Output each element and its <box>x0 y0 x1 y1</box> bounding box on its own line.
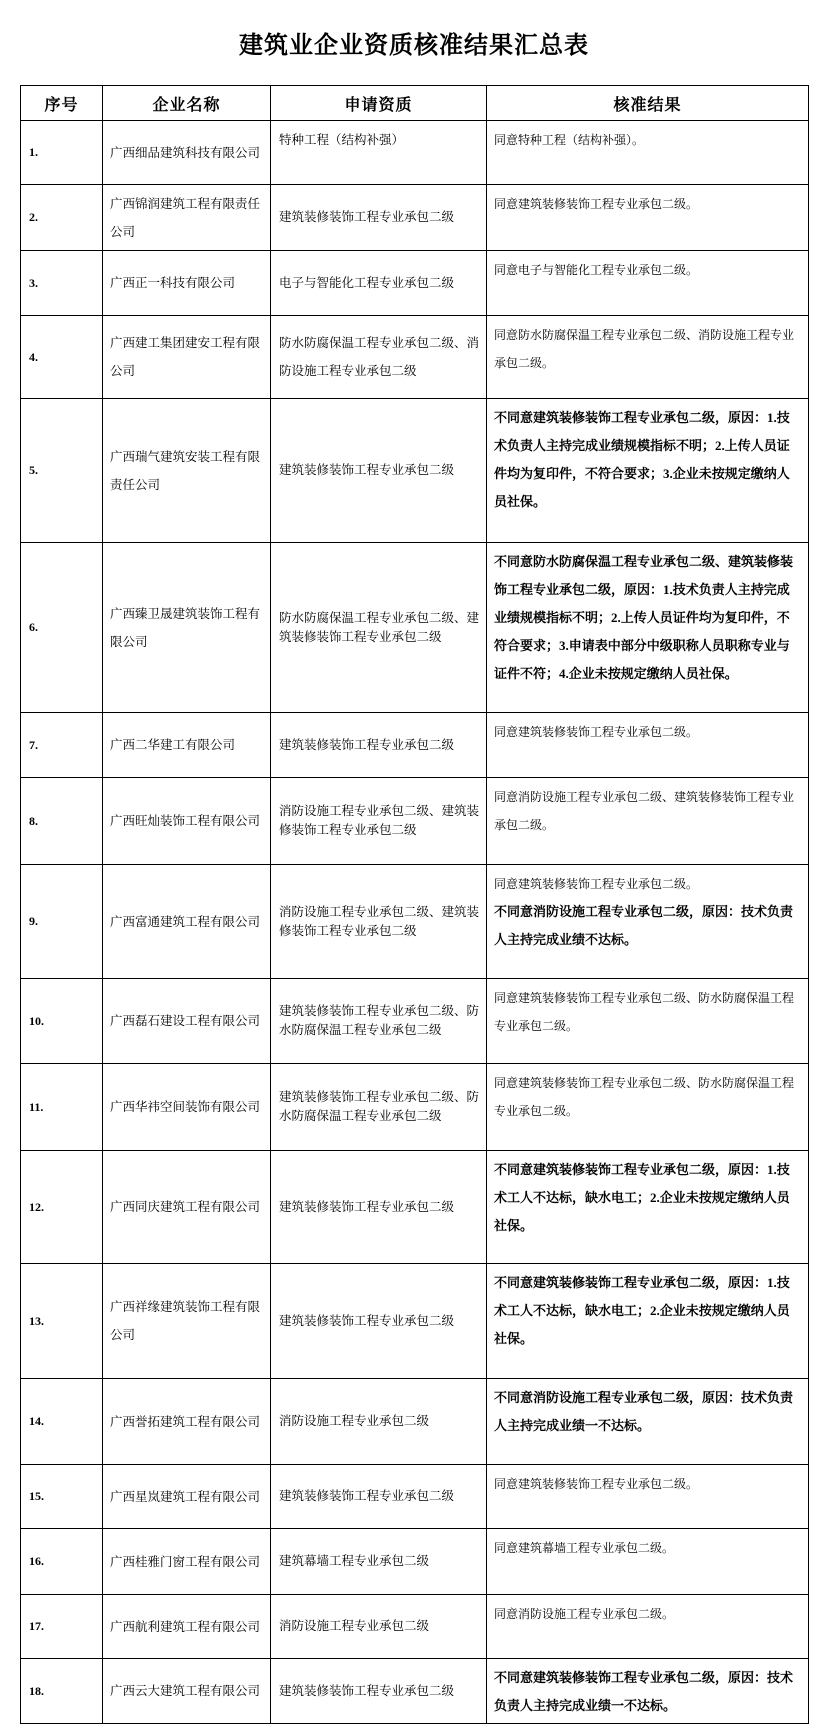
applied-qualification: 建筑装修装饰工程专业承包二级 <box>279 1489 455 1503</box>
qualification-cell <box>271 316 487 399</box>
row-number-cell <box>21 778 103 865</box>
qualification-cell <box>271 121 487 185</box>
applied-qualification: 建筑装修装饰工程专业承包二级 <box>279 1313 455 1328</box>
applied-qualification: 防水防腐保温工程专业承包二级、建筑装修装饰工程专业承包二级 <box>279 610 480 644</box>
row-number-cell <box>21 1064 103 1151</box>
result-cell <box>487 1379 809 1465</box>
rejected-result: 不同意建筑装修装饰工程专业承包二级，原因：1.技术工人不达标，缺水电工；2.企业未按规定缴纳人员社保。 <box>494 1162 790 1233</box>
company-name: 广西建工集团建安工程有限公司 <box>110 336 261 378</box>
results-table <box>20 85 809 1724</box>
table-row <box>21 1151 809 1264</box>
result-cell <box>487 1151 809 1264</box>
company-name: 广西誉拓建筑工程有限公司 <box>110 1414 261 1429</box>
result-cell <box>487 251 809 316</box>
qualification-cell <box>271 1151 487 1264</box>
qualification-cell <box>271 1064 487 1151</box>
applied-qualification: 特种工程（结构补强） <box>279 133 405 147</box>
company-cell <box>103 251 271 316</box>
table-row <box>21 543 809 713</box>
row-number: 14. <box>29 1414 44 1428</box>
row-number: 11. <box>29 1099 44 1114</box>
row-number: 8. <box>29 813 38 828</box>
company-name: 广西正一科技有限公司 <box>110 276 236 290</box>
approved-result: 同意建筑装修装饰工程专业承包二级、防水防腐保温工程专业承包二级。 <box>494 1076 795 1118</box>
result-cell <box>487 543 809 713</box>
row-number: 1. <box>29 145 38 159</box>
table-row <box>21 979 809 1064</box>
qualification-cell <box>271 979 487 1064</box>
row-number: 6. <box>29 620 38 634</box>
company-cell <box>103 316 271 399</box>
row-number-cell <box>21 1659 103 1724</box>
company-name: 广西航利建筑工程有限公司 <box>110 1619 261 1634</box>
company-cell <box>103 778 271 865</box>
approved-result: 同意消防设施工程专业承包二级、建筑装修装饰工程专业承包二级。 <box>494 790 795 832</box>
approved-result: 同意电子与智能化工程专业承包二级。 <box>494 263 699 277</box>
approved-result: 同意特种工程（结构补强）。 <box>494 133 645 147</box>
table-row <box>21 778 809 865</box>
row-number: 5. <box>29 463 38 477</box>
table-row <box>21 121 809 185</box>
result-cell <box>487 1529 809 1595</box>
row-number-cell <box>21 1151 103 1264</box>
qualification-cell <box>271 1595 487 1659</box>
company-name: 广西锦润建筑工程有限责任公司 <box>110 196 261 239</box>
qualification-cell <box>271 778 487 865</box>
row-number-cell <box>21 1595 103 1659</box>
header-company-name: 企业名称 <box>103 86 271 121</box>
rejected-result: 不同意建筑装修装饰工程专业承包二级，原因：1.技术负责人主持完成业绩规模指标不明；2.上传人员证件均为复印件，不符合要求；3.企业未按规定缴纳人员社保。 <box>494 410 790 509</box>
table-row <box>21 1379 809 1465</box>
row-number-cell <box>21 543 103 713</box>
row-number: 18. <box>29 1683 44 1698</box>
row-number: 17. <box>29 1619 44 1633</box>
row-number-cell <box>21 121 103 185</box>
approved-result: 同意消防设施工程专业承包二级。 <box>494 1607 675 1621</box>
approved-result: 同意建筑装修装饰工程专业承包二级。 <box>494 725 699 739</box>
row-number-cell <box>21 713 103 778</box>
header-number: 序号 <box>21 86 103 121</box>
row-number: 12. <box>29 1199 44 1214</box>
applied-qualification: 建筑装修装饰工程专业承包二级、防水防腐保温工程专业承包二级 <box>279 1004 480 1037</box>
row-number-cell <box>21 251 103 316</box>
table-row <box>21 1465 809 1529</box>
rejected-result: 不同意防水防腐保温工程专业承包二级、建筑装修装饰工程专业承包二级，原因：1.技术负责人主持完成业绩规模指标不明；2.上传人员证件均为复印件，不符合要求；3.申请表中部分中级职称人员职称专业与证件不符；4.企业未按规定缴纳人员社保。 <box>494 554 794 681</box>
qualification-cell <box>271 1465 487 1529</box>
row-number: 16. <box>29 1554 44 1568</box>
header-result: 核准结果 <box>487 86 809 121</box>
company-cell <box>103 1465 271 1529</box>
row-number-cell <box>21 316 103 399</box>
table-row <box>21 1264 809 1379</box>
rejected-result: 不同意建筑装修装饰工程专业承包二级，原因：技术负责人主持完成业绩一不达标。 <box>494 1670 794 1713</box>
company-cell <box>103 543 271 713</box>
applied-qualification: 电子与智能化工程专业承包二级 <box>279 275 455 290</box>
approved-result: 同意建筑装修装饰工程专业承包二级。 <box>494 197 699 211</box>
company-name: 广西二华建工有限公司 <box>110 738 236 752</box>
applied-qualification: 建筑装修装饰工程专业承包二级 <box>279 1199 455 1214</box>
applied-qualification: 建筑装修装饰工程专业承包二级、防水防腐保温工程专业承包二级 <box>279 1090 480 1123</box>
qualification-cell <box>271 1529 487 1595</box>
applied-qualification: 建筑幕墙工程专业承包二级 <box>279 1554 430 1568</box>
row-number-cell <box>21 1529 103 1595</box>
company-cell <box>103 713 271 778</box>
result-cell <box>487 1659 809 1724</box>
table-row <box>21 1595 809 1659</box>
row-number: 9. <box>29 914 38 928</box>
result-cell <box>487 316 809 399</box>
qualification-cell <box>271 1379 487 1465</box>
result-cell <box>487 121 809 185</box>
company-cell <box>103 1064 271 1151</box>
qualification-cell <box>271 185 487 251</box>
table-row <box>21 1064 809 1151</box>
approved-result: 同意建筑幕墙工程专业承包二级。 <box>494 1541 675 1555</box>
row-number: 3. <box>29 275 38 290</box>
company-name: 广西富通建筑工程有限公司 <box>110 914 261 929</box>
result-cell <box>487 713 809 778</box>
result-cell <box>487 778 809 865</box>
company-name: 广西磊石建设工程有限公司 <box>110 1014 261 1028</box>
company-name: 广西瑞气建筑安装工程有限责任公司 <box>110 449 261 492</box>
table-row <box>21 316 809 399</box>
company-cell <box>103 121 271 185</box>
company-cell <box>103 185 271 251</box>
applied-qualification: 建筑装修装饰工程专业承包二级 <box>279 1683 455 1698</box>
applied-qualification: 建筑装修装饰工程专业承包二级 <box>279 463 455 477</box>
table-row <box>21 713 809 778</box>
company-name: 广西桂雅门窗工程有限公司 <box>110 1554 261 1569</box>
row-number-cell <box>21 865 103 979</box>
result-cell <box>487 1064 809 1151</box>
company-cell <box>103 1595 271 1659</box>
company-cell <box>103 865 271 979</box>
company-name: 广西星岚建筑工程有限公司 <box>110 1489 261 1504</box>
header-qualification: 申请资质 <box>271 86 487 121</box>
row-number: 15. <box>29 1489 44 1503</box>
result-cell <box>487 1264 809 1379</box>
table-row <box>21 251 809 316</box>
company-cell <box>103 1659 271 1724</box>
applied-qualification: 建筑装修装饰工程专业承包二级 <box>279 737 455 752</box>
company-cell <box>103 1379 271 1465</box>
page-title: 建筑业企业资质核准结果汇总表 <box>239 33 589 59</box>
row-number-cell <box>21 1465 103 1529</box>
qualification-cell <box>271 865 487 979</box>
table-header-row <box>21 86 809 121</box>
table-row <box>21 399 809 543</box>
company-cell <box>103 1264 271 1379</box>
table-row <box>21 1659 809 1724</box>
rejected-result: 不同意消防设施工程专业承包二级，原因：技术负责人主持完成业绩一不达标。 <box>494 1390 794 1433</box>
table-row <box>21 1529 809 1595</box>
approved-result: 同意防水防腐保温工程专业承包二级、消防设施工程专业承包二级。 <box>494 328 795 370</box>
qualification-cell <box>271 713 487 778</box>
row-number: 4. <box>29 349 38 364</box>
qualification-cell <box>271 1264 487 1379</box>
company-name: 广西旺灿装饰工程有限公司 <box>110 814 261 828</box>
qualification-cell <box>271 543 487 713</box>
result-cell <box>487 865 809 979</box>
qualification-cell <box>271 399 487 543</box>
applied-qualification: 消防设施工程专业承包二级、建筑装修装饰工程专业承包二级 <box>279 804 480 837</box>
row-number: 13. <box>29 1313 44 1328</box>
row-number: 7. <box>29 737 38 752</box>
result-cell <box>487 1595 809 1659</box>
company-name: 广西云大建筑工程有限公司 <box>110 1684 261 1698</box>
row-number-cell <box>21 185 103 251</box>
company-name: 广西臻卫晟建筑装饰工程有限公司 <box>110 606 261 649</box>
result-cell <box>487 979 809 1064</box>
rejected-result: 不同意建筑装修装饰工程专业承包二级，原因：1.技术工人不达标，缺水电工；2.企业未按规定缴纳人员社保。 <box>494 1275 790 1346</box>
row-number-cell <box>21 399 103 543</box>
qualification-cell <box>271 1659 487 1724</box>
company-cell <box>103 1151 271 1264</box>
applied-qualification: 消防设施工程专业承包二级、建筑装修装饰工程专业承包二级 <box>279 904 480 938</box>
company-name: 广西同庆建筑工程有限公司 <box>110 1200 261 1214</box>
company-name: 广西祥缘建筑装饰工程有限公司 <box>110 1300 261 1342</box>
qualification-cell <box>271 251 487 316</box>
company-cell <box>103 399 271 543</box>
applied-qualification: 消防设施工程专业承包二级 <box>279 1414 430 1428</box>
table-row <box>21 865 809 979</box>
table-row <box>21 185 809 251</box>
company-name: 广西细品建筑科技有限公司 <box>110 145 261 160</box>
result-cell <box>487 1465 809 1529</box>
company-cell <box>103 979 271 1064</box>
approved-result: 同意建筑装修装饰工程专业承包二级。 <box>494 1477 699 1491</box>
result-cell <box>487 399 809 543</box>
company-name: 广西华祎空间装饰有限公司 <box>110 1100 261 1114</box>
company-cell <box>103 1529 271 1595</box>
result-cell <box>487 185 809 251</box>
applied-qualification: 消防设施工程专业承包二级 <box>279 1619 430 1633</box>
applied-qualification: 防水防腐保温工程专业承包二级、消防设施工程专业承包二级 <box>279 336 480 378</box>
row-number-cell <box>21 1379 103 1465</box>
row-number: 2. <box>29 210 38 224</box>
row-number-cell <box>21 979 103 1064</box>
row-number: 10. <box>29 1013 44 1028</box>
row-number-cell <box>21 1264 103 1379</box>
approved-result: 同意建筑装修装饰工程专业承包二级。 <box>494 877 699 891</box>
applied-qualification: 建筑装修装饰工程专业承包二级 <box>279 210 455 224</box>
approved-result: 同意建筑装修装饰工程专业承包二级、防水防腐保温工程专业承包二级。 <box>494 991 795 1033</box>
rejected-result: 不同意消防设施工程专业承包二级，原因：技术负责人主持完成业绩不达标。 <box>494 904 794 947</box>
